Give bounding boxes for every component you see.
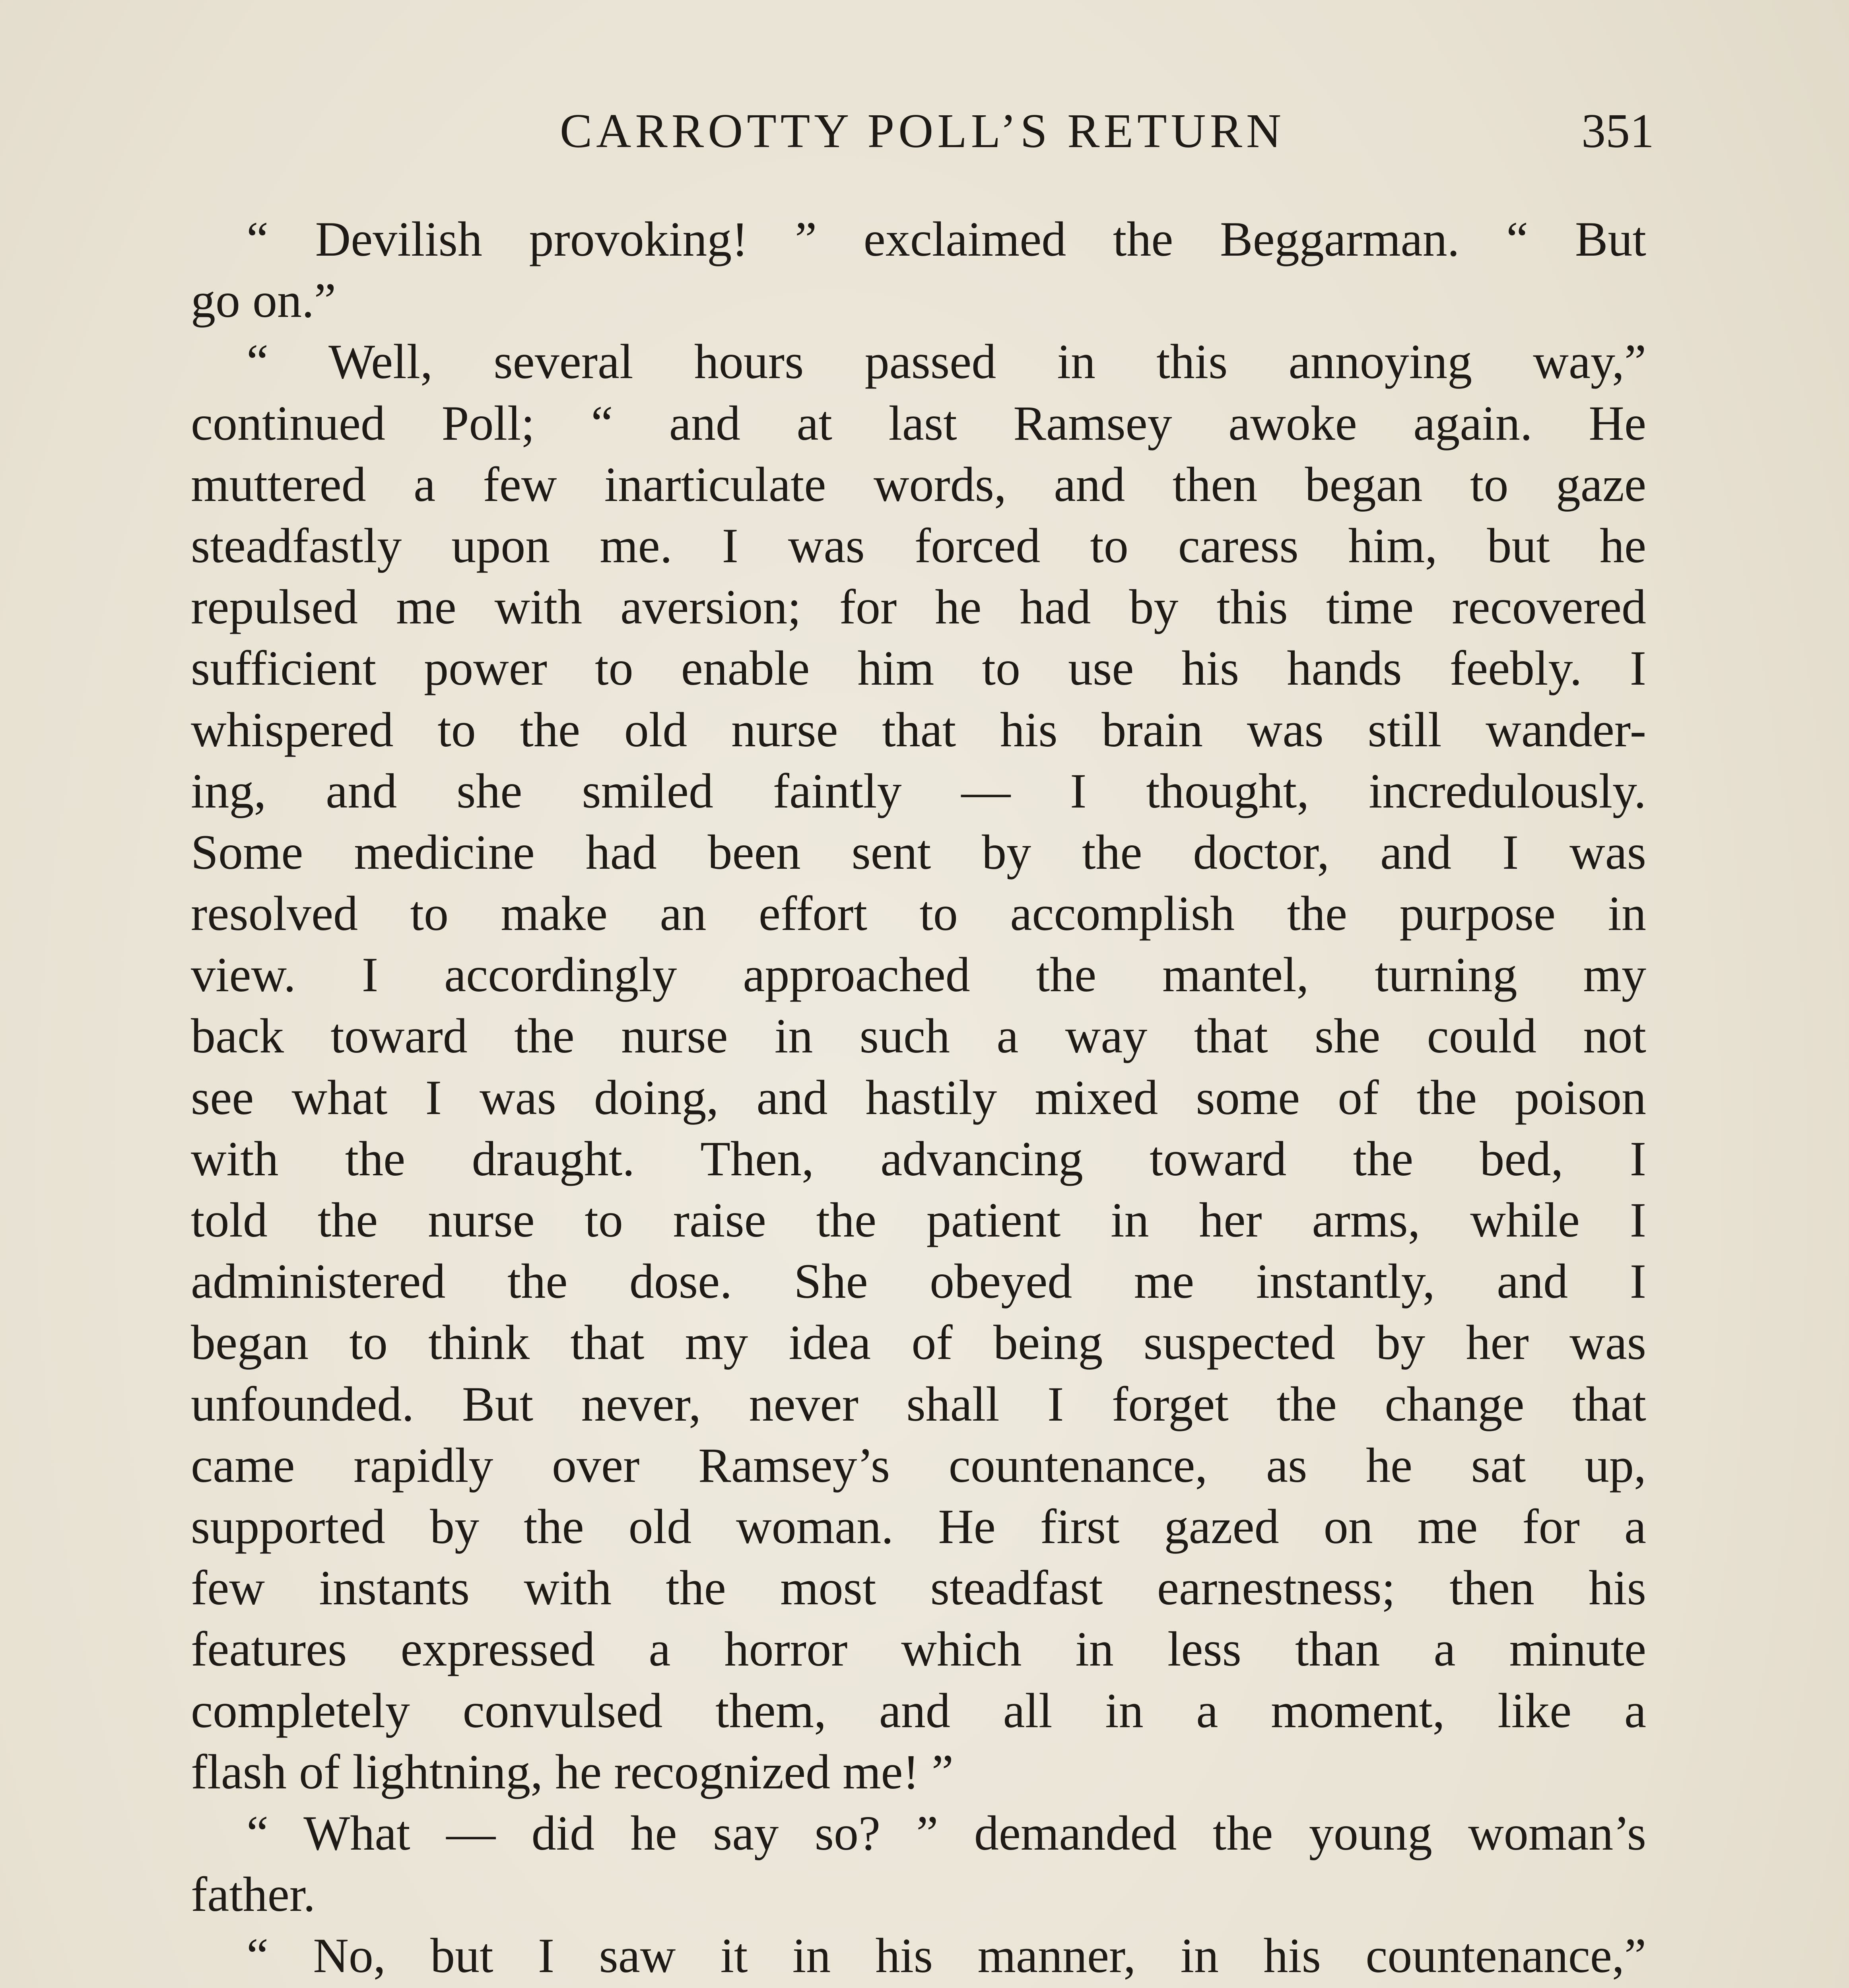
text-line: repulsed me with aversion; for he had by this time recovered [191, 580, 1646, 635]
text-line: came rapidly over Ramsey’s countenance, as he sat up, [191, 1438, 1646, 1493]
text-line: continued Poll; “ and at last Ramsey awoke again. He [191, 396, 1646, 450]
text-line: supported by the old woman. He first gazed on me for a [191, 1499, 1646, 1554]
text-line: whispered to the old nurse that his brain was still wander- [191, 702, 1646, 757]
text-line: Some medicine had been sent by the doctor, and I was [191, 825, 1646, 879]
text-line: view. I accordingly approached the mantel, turning my [191, 947, 1646, 1002]
page-number: 351 [1581, 104, 1654, 158]
text-line: administered the dose. She obeyed me instantly, and I [191, 1254, 1646, 1309]
text-line: resolved to make an effort to accomplish the purpose in [191, 886, 1646, 941]
text-line: flash of lightning, he recognized me! ” [191, 1744, 954, 1799]
text-line: with the draught. Then, advancing toward the bed, I [191, 1131, 1646, 1186]
text-line: “ No, but I saw it in his manner, in his countenance,” [247, 1928, 1646, 1983]
text-line: father. [191, 1867, 316, 1922]
text-line: sufficient power to enable him to use his hands feebly. I [191, 641, 1646, 696]
text-line: “ Devilish provoking! ” exclaimed the Beggarman. “ But [247, 212, 1646, 266]
text-line: “ Well, several hours passed in this annoying way,” [247, 334, 1646, 389]
body-text [191, 209, 1646, 1988]
text-line: unfounded. But never, never shall I forget the change that [191, 1376, 1646, 1431]
text-line: “ What — did he say so? ” demanded the young woman’s [247, 1806, 1646, 1860]
text-line [191, 1986, 1646, 1988]
running-title: CARROTTY POLL’S RETURN [559, 104, 1286, 158]
text-line: muttered a few inarticulate words, and then began to gaze [191, 457, 1646, 512]
page-header [191, 99, 1654, 163]
text-line: see what I was doing, and hastily mixed some of the poison [191, 1070, 1646, 1125]
text-line: go on.” [191, 273, 336, 328]
text-line: back toward the nurse in such a way that she could not [191, 1009, 1646, 1064]
text-line: ing, and she smiled faintly — I thought, incredulously. [191, 763, 1646, 818]
text-line: features expressed a horror which in less than a minute [191, 1622, 1646, 1677]
text-line: told the nurse to raise the patient in her arms, while I [191, 1193, 1646, 1247]
text-line: few instants with the most steadfast earnestness; then his [191, 1561, 1646, 1615]
text-line: began to think that my idea of being suspected by her was [191, 1315, 1646, 1370]
text-line: steadfastly upon me. I was forced to caress him, but he [191, 518, 1646, 573]
text-line: completely convulsed them, and all in a moment, like a [191, 1683, 1646, 1738]
